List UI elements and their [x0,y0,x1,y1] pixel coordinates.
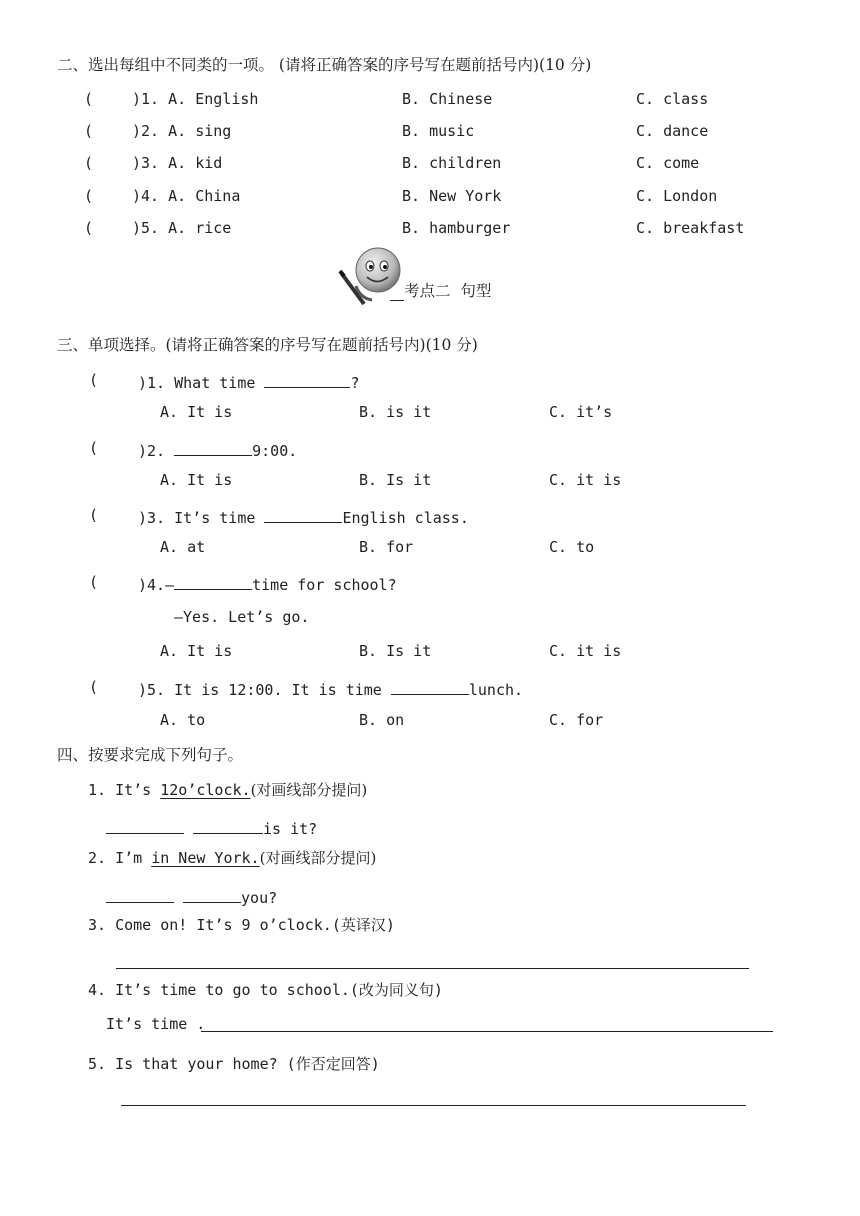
answer-paren: ( [89,506,99,524]
question-option-b: B. Chinese [402,90,493,108]
section-3-heading: 三、单项选择。(请将正确答案的序号写在题前括号内)(10 分) [57,336,478,354]
underlined-phrase: in New York. [151,849,260,867]
task-sentence [88,851,376,866]
stem-text: 9:00. [252,442,298,460]
option-c: C. it’s [549,403,613,421]
answer-line [201,1031,773,1032]
stem-text: )2. [138,442,175,460]
answer-paren: ( [89,439,99,457]
section-4-heading: 四、按要求完成下列句子。 [57,746,244,764]
blank-line [106,819,184,834]
question-option-b: B. music [402,122,475,140]
task-sentence: 5. Is that your home? (作否定回答) [88,1055,380,1073]
question-stem [138,373,359,391]
answer-line [106,819,317,837]
question-option-c: C. class [636,90,709,108]
task-sentence [88,783,367,798]
answer-tail: is it? [263,820,318,838]
stem-text: )3. It’s time [138,509,265,527]
stem-text: English class. [342,509,469,527]
option-b: B. is it [359,403,432,421]
blank-line [106,888,174,903]
stem-text: ? [350,374,360,392]
question-stem [138,575,397,593]
option-a: A. at [160,538,206,556]
stem-text: lunch. [468,681,524,699]
answer-line [116,968,749,969]
question-option-c: C. come [636,154,700,172]
kaodian-label: 考点二 句型 [404,282,492,300]
answer-paren: ( [89,371,99,389]
option-b: B. for [359,538,414,556]
smiley-pencil-icon [336,244,406,308]
answer-line [121,1105,746,1106]
option-a: A. to [160,711,206,729]
blank-line [183,888,241,903]
blank-line [264,373,350,388]
blank-line [391,680,469,695]
question-option-c: C. breakfast [636,219,745,237]
question-option-c: C. dance [636,122,709,140]
question-option-b: B. children [402,154,502,172]
option-a: A. It is [160,642,233,660]
answer-paren: ( [89,678,99,696]
blank-line [193,819,263,834]
stem-text: )4.— [138,576,175,594]
blank-line [174,441,252,456]
option-a: A. It is [160,471,233,489]
answer-paren: ( [84,122,94,140]
answer-paren: ( [84,154,94,172]
question-option-a: )2. A. sing [132,122,232,140]
question-stem [138,680,523,698]
question-stem [138,508,469,526]
sentence-text: 2. I’m [88,849,152,867]
question-option-a: )1. A. English [132,90,259,108]
kaodian-underline [390,300,404,301]
answer-paren: ( [84,187,94,205]
option-c: C. for [549,711,604,729]
question-option-a: )3. A. kid [132,154,223,172]
option-b: B. Is it [359,471,432,489]
option-c: C. to [549,538,595,556]
answer-line [106,888,277,906]
question-stem [138,441,297,459]
stem-text: )5. It is 12:00. It is time [138,681,391,699]
task-sentence: 3. Come on! It’s 9 o’clock.(英译汉) [88,916,395,934]
blank-line [264,508,342,523]
section-2-heading: 二、选出每组中不同类的一项。 (请将正确答案的序号写在题前括号内)(10 分) [57,56,592,74]
option-b: B. on [359,711,405,729]
task-sentence: 4. It’s time to go to school.(改为同义句) [88,981,443,999]
underlined-phrase: 12o’clock. [160,781,251,799]
question-option-c: C. London [636,187,718,205]
stem-text: time for school? [252,576,397,594]
answer-paren: ( [84,90,94,108]
option-b: B. Is it [359,642,432,660]
answer-tail: you? [241,889,278,907]
blank-line [174,575,252,590]
answer-paren: ( [89,573,99,591]
stem-text: )1. What time [138,374,265,392]
instruction: (对画线部分提问) [259,849,377,867]
sentence-text: 1. It’s [88,781,161,799]
dialogue-reply: —Yes. Let’s go. [174,608,310,626]
question-option-b: B. New York [402,187,502,205]
answer-prefix: It’s time . [106,1015,206,1033]
answer-paren: ( [84,219,94,237]
question-option-a: )4. A. China [132,187,241,205]
instruction: (对画线部分提问) [250,781,368,799]
question-option-a: )5. A. rice [132,219,232,237]
option-a: A. It is [160,403,233,421]
option-c: C. it is [549,471,622,489]
question-option-b: B. hamburger [402,219,511,237]
option-c: C. it is [549,642,622,660]
